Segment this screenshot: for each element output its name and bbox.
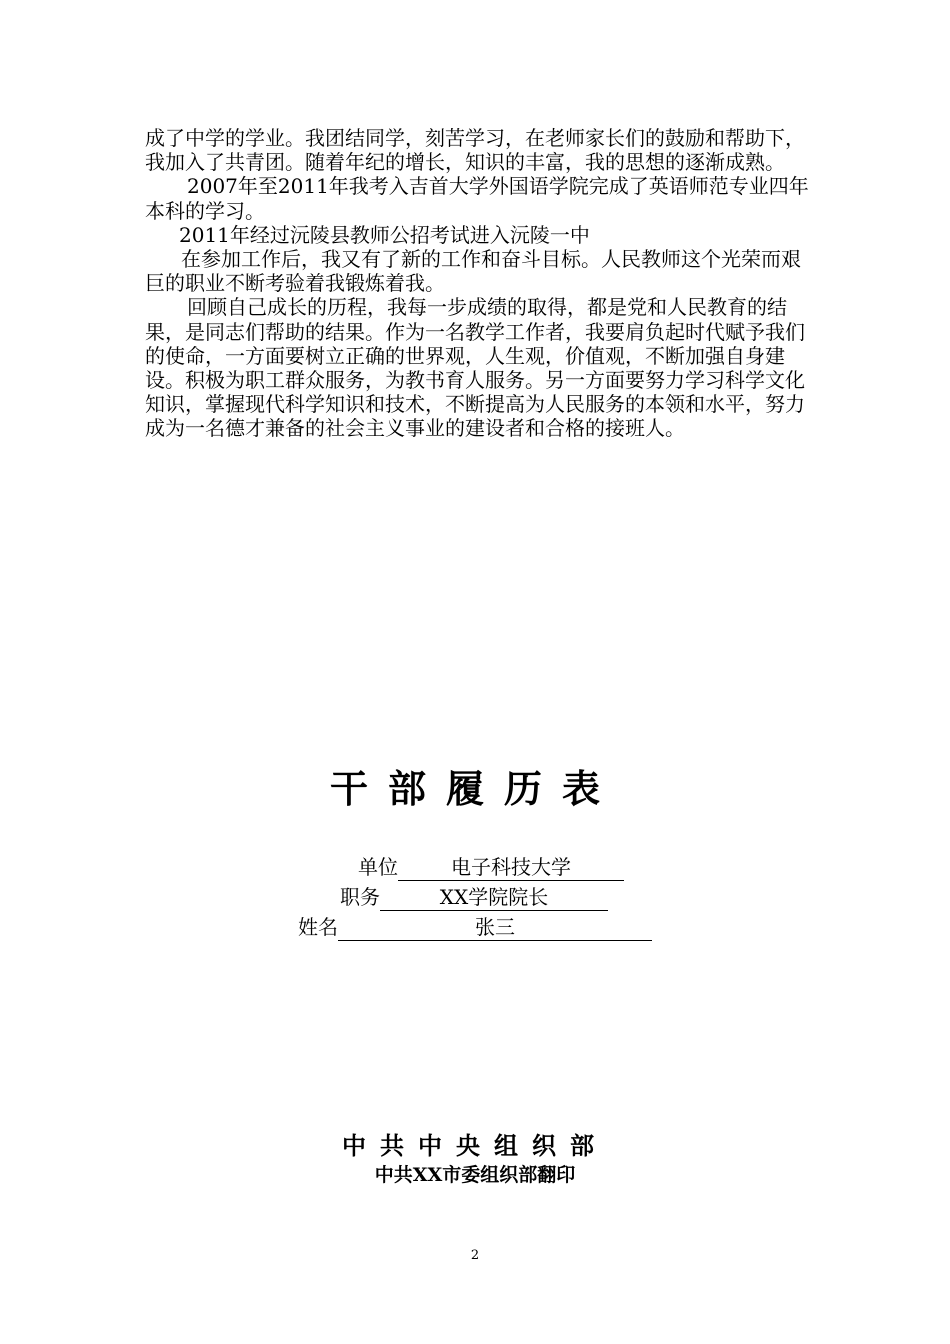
form-title: 干部履历表 bbox=[329, 766, 620, 811]
page-number: 2 bbox=[470, 1248, 480, 1263]
body-text bbox=[145, 126, 810, 441]
paragraph-job: 2011年经过沅陵县教师公招考试进入沅陵一中 bbox=[179, 222, 590, 247]
unit-label: 单位 bbox=[358, 855, 398, 879]
position-label: 职务 bbox=[340, 885, 380, 909]
unit-value: 电子科技大学 bbox=[398, 854, 624, 881]
paragraph-reflection: 回顾自己成长的历程，我每一步成绩的取得，都是党和人民教育的结果，是同志们帮助的结果。作为一名教学工作者，我要肩负起时代赋予我们的使命，一方面要树立正确的世界观，人生观，价值观，不断加强自身建设。积极为职工群众服务，为教书育人服务。另一方面要努力学习科学文化知识，掌握现代科学知识和技术，不断提高为人民服务的本领和水平，努力成为一名德才兼备的社会主义事业的建设者和合格的接班人。 bbox=[145, 295, 805, 441]
paragraph-school: 成了中学的学业。我团结同学，刻苦学习，在老师家长们的鼓励和帮助下，我加入了共青团。随着年纪的增长，知识的丰富，我的思想的逐渐成熟。 bbox=[145, 126, 805, 175]
name-field bbox=[298, 914, 652, 941]
name-value: 张三 bbox=[338, 914, 652, 941]
issuing-organization: 中共中央组织部 bbox=[342, 1131, 608, 1160]
name-label: 姓名 bbox=[298, 915, 338, 939]
unit-field bbox=[358, 854, 624, 881]
position-value: XX学院院长 bbox=[380, 884, 608, 911]
paragraph-work: 在参加工作后，我又有了新的工作和奋斗目标。人民教师这个光荣而艰巨的职业不断考验着我锻炼着我。 bbox=[145, 247, 801, 296]
position-field bbox=[340, 884, 608, 911]
paragraph-university: 2007年至2011年我考入吉首大学外国语学院完成了英语师范专业四年本科的学习。 bbox=[145, 174, 809, 223]
reprint-note: 中共XX市委组织部翻印 bbox=[374, 1164, 576, 1186]
